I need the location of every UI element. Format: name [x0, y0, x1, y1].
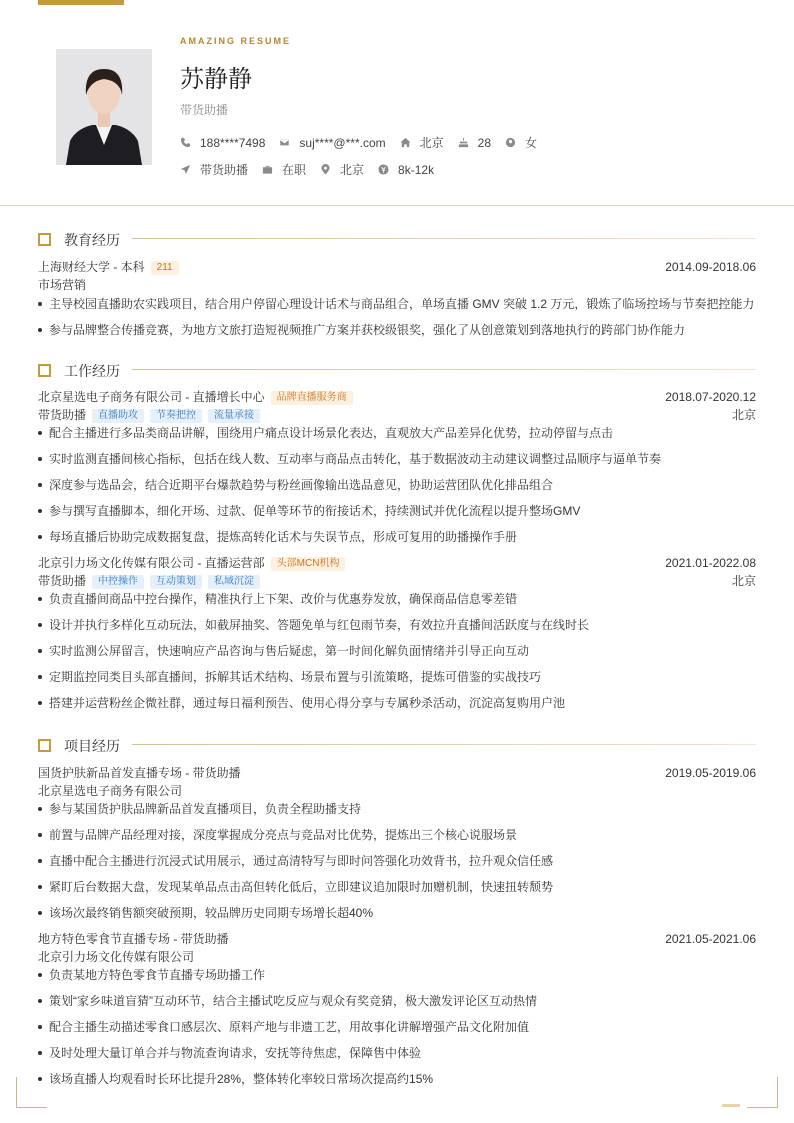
resume-header [0, 5, 794, 206]
list-item: 搭建并运营粉丝企微社群，通过每日福利预告、使用心得分享与专属秒杀活动，沉淀高复购用户池 [38, 694, 756, 712]
section-divider [132, 238, 756, 239]
list-item: 参与撰写直播脚本，细化开场、过款、促单等环节的衔接话术，持续测试并优化流程以提升整场GMV [38, 502, 756, 520]
section-title: 教育经历 [64, 232, 120, 248]
skill-tag: 中控操作 [92, 575, 144, 589]
education-date: 2014.09-2018.06 [665, 260, 756, 274]
skill-tag: 流量承接 [208, 409, 260, 423]
list-item: 主导校园直播助农实践项目，结合用户停留心理设计话术与商品组合，单场直播 GMV 突破 1.2 万元，锻炼了临场控场与节奏把控能力 [38, 295, 756, 313]
corner-decoration-right [747, 1077, 778, 1108]
location-pin-icon [320, 164, 331, 175]
intent-position-text: 带货助播 [200, 163, 249, 177]
skill-tag: 私域沉淀 [208, 575, 260, 589]
project-date: 2021.05-2021.06 [665, 932, 756, 946]
list-item: 每场直播后协助完成数据复盘，提炼高转化话术与失误节点，形成可复用的助播操作手册 [38, 528, 756, 546]
list-item: 深度参与选品会，结合近期平台爆款趋势与粉丝画像输出选品意见，协助运营团队优化排品组合 [38, 476, 756, 494]
section-marker-icon [38, 233, 51, 246]
list-item: 实时监测公屏留言，快速响应产品咨询与售后疑虑，第一时间化解负面情绪并引导正向互动 [38, 642, 756, 660]
contact-gender [505, 134, 537, 151]
contact-city-text: 北京 [419, 136, 444, 150]
resume-tagline: AMAZING RESUME [180, 36, 291, 46]
candidate-role: 带货助播 [180, 103, 229, 117]
contact-email [279, 136, 385, 150]
work-entry [38, 388, 756, 546]
list-item: 参与某国货护肤品牌新品首发直播项目，负责全程助播支持 [38, 800, 756, 818]
intent-city [320, 161, 364, 178]
briefcase-icon [262, 164, 273, 175]
intent-status [262, 161, 306, 178]
job-title: 带货助播 [38, 408, 87, 422]
project-date: 2019.05-2019.06 [665, 766, 756, 780]
list-item: 负责某地方特色零食节直播专场助播工作 [38, 966, 756, 984]
skill-tag: 直播助攻 [92, 409, 144, 423]
education-entry [38, 258, 756, 339]
project-org: 北京引力场文化传媒有限公司 [38, 950, 195, 964]
company-badge: 品牌直播服务商 [271, 391, 353, 405]
corner-decoration-left [16, 1077, 47, 1108]
list-item: 负责直播间商品中控台操作，精准执行上下架、改价与优惠券发放，确保商品信息零差错 [38, 590, 756, 608]
section-marker-icon [38, 364, 51, 377]
salary-icon [378, 164, 389, 175]
project-entry [38, 930, 756, 1088]
section-work [38, 362, 756, 378]
home-icon [400, 137, 411, 148]
list-item: 直播中配合主播进行沉浸式试用展示，通过高清特写与即时问答强化功效背书，拉升观众信任感 [38, 852, 756, 870]
gender-icon [505, 137, 516, 148]
list-item: 该场直播人均观看时长环比提升28%，整体转化率较日常场次提高约15% [38, 1070, 756, 1088]
intent-salary [378, 163, 434, 177]
project-org: 北京星选电子商务有限公司 [38, 784, 183, 798]
intent-status-text: 在职 [282, 163, 307, 177]
cake-icon [458, 137, 469, 148]
page-indicator [722, 1104, 740, 1107]
work-city: 北京 [731, 574, 756, 588]
profile-photo [56, 49, 152, 165]
project-name: 国货护肤新品首发直播专场 - 带货助播 [38, 766, 241, 780]
skill-tag: 节奏把控 [150, 409, 202, 423]
school-name: 上海财经大学 - 本科 [38, 260, 145, 274]
list-item: 参与品牌整合传播竞赛，为地方文旅打造短视频推广方案并获校级银奖，强化了从创意策划到落地执行的跨部门协作能力 [38, 321, 756, 339]
list-item: 策划“家乡味道盲猜”互动环节，结合主播试吃反应与观众有奖竞猜，极大激发评论区互动热情 [38, 992, 756, 1010]
company-name: 北京引力场文化传媒有限公司 - 直播运营部 [38, 556, 265, 570]
list-item: 配合主播生动描述零食口感层次、原料产地与非遗工艺，用故事化讲解增强产品文化附加值 [38, 1018, 756, 1036]
contact-row [180, 134, 551, 151]
mail-icon [279, 137, 290, 148]
section-divider [132, 744, 756, 745]
project-entry [38, 764, 756, 922]
section-title: 项目经历 [64, 738, 120, 754]
list-item: 定期监控同类目头部直播间，拆解其话术结构、场景布置与引流策略，提炼可借鉴的实战技巧 [38, 668, 756, 686]
list-item: 紧盯后台数据大盘，发现某单品点击高但转化低后，立即建议追加限时加赠机制，快速扭转颓势 [38, 878, 756, 896]
contact-age-text: 28 [477, 135, 491, 150]
intent-city-text: 北京 [340, 163, 365, 177]
company-badge: 头部MCN机构 [271, 557, 346, 571]
phone-icon [180, 137, 191, 148]
project-name: 地方特色零食节直播专场 - 带货助播 [38, 932, 229, 946]
intent-row [180, 161, 448, 178]
list-item: 前置与品牌产品经理对接，深度掌握成分亮点与竞品对比优势，提炼出三个核心说服场景 [38, 826, 756, 844]
section-projects [38, 737, 756, 753]
skill-tag: 互动策划 [150, 575, 202, 589]
school-badge: 211 [151, 261, 179, 275]
contact-city [400, 134, 444, 151]
work-date: 2021.01-2022.08 [665, 556, 756, 570]
list-item: 设计并执行多样化互动玩法，如截屏抽奖、答题免单与红包雨节奏，有效拉升直播间活跃度与在线时长 [38, 616, 756, 634]
intent-position [180, 161, 248, 178]
work-entry [38, 554, 756, 712]
section-title: 工作经历 [64, 363, 120, 379]
list-item: 该场次最终销售额突破预期，较品牌历史同期专场增长超40% [38, 904, 756, 922]
list-item: 实时监测直播间核心指标，包括在线人数、互动率与商品点击转化，基于数据波动主动建议调整过品顺序与逼单节奏 [38, 450, 756, 468]
send-icon [180, 164, 191, 175]
candidate-name: 苏静静 [180, 66, 252, 93]
contact-age [458, 136, 491, 150]
job-title: 带货助播 [38, 574, 87, 588]
contact-phone-text: 188****7498 [200, 135, 266, 150]
contact-phone [180, 136, 265, 150]
section-divider [132, 369, 756, 370]
company-name: 北京星选电子商务有限公司 - 直播增长中心 [38, 390, 265, 404]
work-date: 2018.07-2020.12 [665, 390, 756, 404]
section-education [38, 231, 756, 247]
contact-email-text: suj****@***.com [299, 135, 386, 150]
section-marker-icon [38, 739, 51, 752]
list-item: 及时处理大量订单合并与物流查询请求，安抚等待焦虑，保障售中体验 [38, 1044, 756, 1062]
intent-salary-text: 8k-12k [398, 162, 435, 177]
list-item: 配合主播进行多品类商品讲解，围绕用户痛点设计场景化表达，直观放大产品差异化优势，拉动停留与点击 [38, 424, 756, 442]
work-city: 北京 [731, 408, 756, 422]
major: 市场营销 [38, 278, 87, 292]
contact-gender-text: 女 [525, 136, 538, 150]
